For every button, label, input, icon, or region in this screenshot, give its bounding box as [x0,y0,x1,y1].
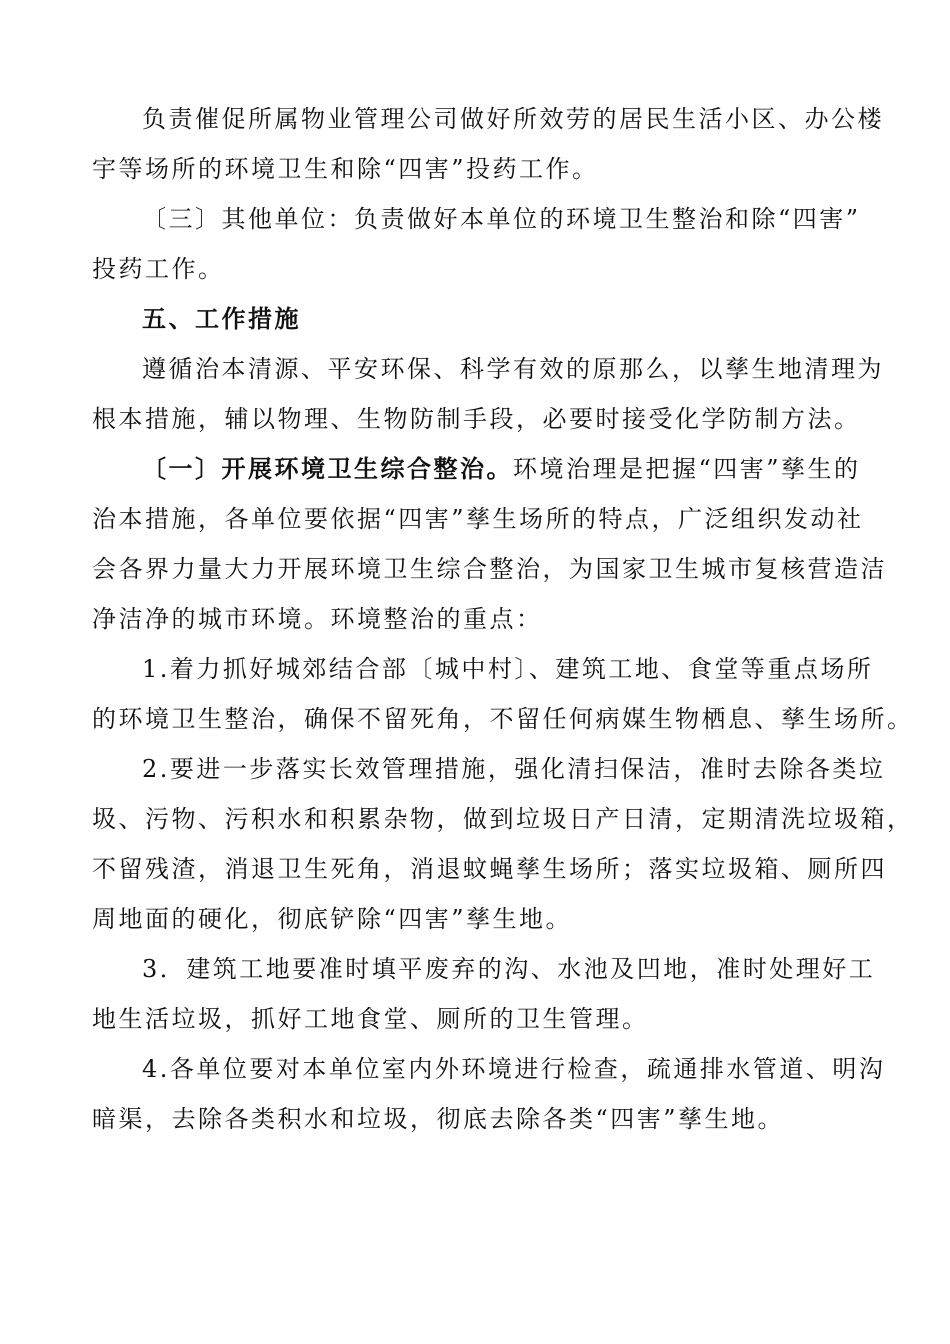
paragraph-text: 环境治理是把握“四害”孳生的 [513,455,861,483]
paragraph-line: 遵循治本清源、平安环保、科学有效的原那么，以孳生地清理为 [142,355,884,383]
paragraph-line: 暗渠，去除各类积水和垃圾，彻底去除各类“四害”孳生地。 [92,1105,785,1133]
paragraph-line: 宇等场所的环境卫生和除“四害”投药工作。 [92,155,599,183]
paragraph-line: 投药工作。 [92,255,225,283]
paragraph-line: 2.要进一步落实长效管理措施，强化清扫保洁，准时去除各类垃 [142,755,886,783]
paragraph-line: 治本措施，各单位要依据“四害”孳生场所的特点，广泛组织发动社 [92,505,864,533]
paragraph-line: 根本措施，辅以物理、生物防制手段，必要时接受化学防制方法。 [92,405,861,433]
paragraph-line: 会各界力量大力开展环境卫生综合整治，为国家卫生城市复核营造洁 [92,555,887,583]
paragraph-line: 地生活垃圾，抓好工地食堂、厕所的卫生管理。 [92,1005,649,1033]
paragraph-line: 不留残渣，消退卫生死角，消退蚊蝇孳生场所；落实垃圾箱、厕所四 [92,855,887,883]
paragraph-line [142,453,932,485]
paragraph-line: 净洁净的城市环境。环境整治的重点： [92,605,543,633]
paragraph-line: 的环境卫生整治，确保不留死角，不留任何病媒生物栖息、孳生场所。 [92,705,914,733]
subsection-heading: 〔一〕开展环境卫生综合整治。 [142,454,513,483]
paragraph-line: 圾、污物、污积水和积累杂物，做到垃圾日产日清，定期清洗垃圾箱， [92,805,914,833]
paragraph-line: 4.各单位要对本单位室内外环境进行检查，疏通排水管道、明沟 [142,1055,886,1083]
section-heading: 五、工作措施 [142,304,301,333]
paragraph-line: 负责催促所属物业管理公司做好所效劳的居民生活小区、办公楼 [142,105,884,133]
paragraph-line: 周地面的硬化，彻底铲除“四害”孳生地。 [92,905,573,933]
paragraph-line: 1.着力抓好城郊结合部〔城中村〕、建筑工地、食堂等重点场所 [142,655,874,683]
paragraph-line: 3．建筑工地要准时填平废弃的沟、水池及凹地，准时处理好工 [142,955,876,983]
paragraph-line: 〔三〕其他单位：负责做好本单位的环境卫生整治和除“四害” [142,205,861,233]
